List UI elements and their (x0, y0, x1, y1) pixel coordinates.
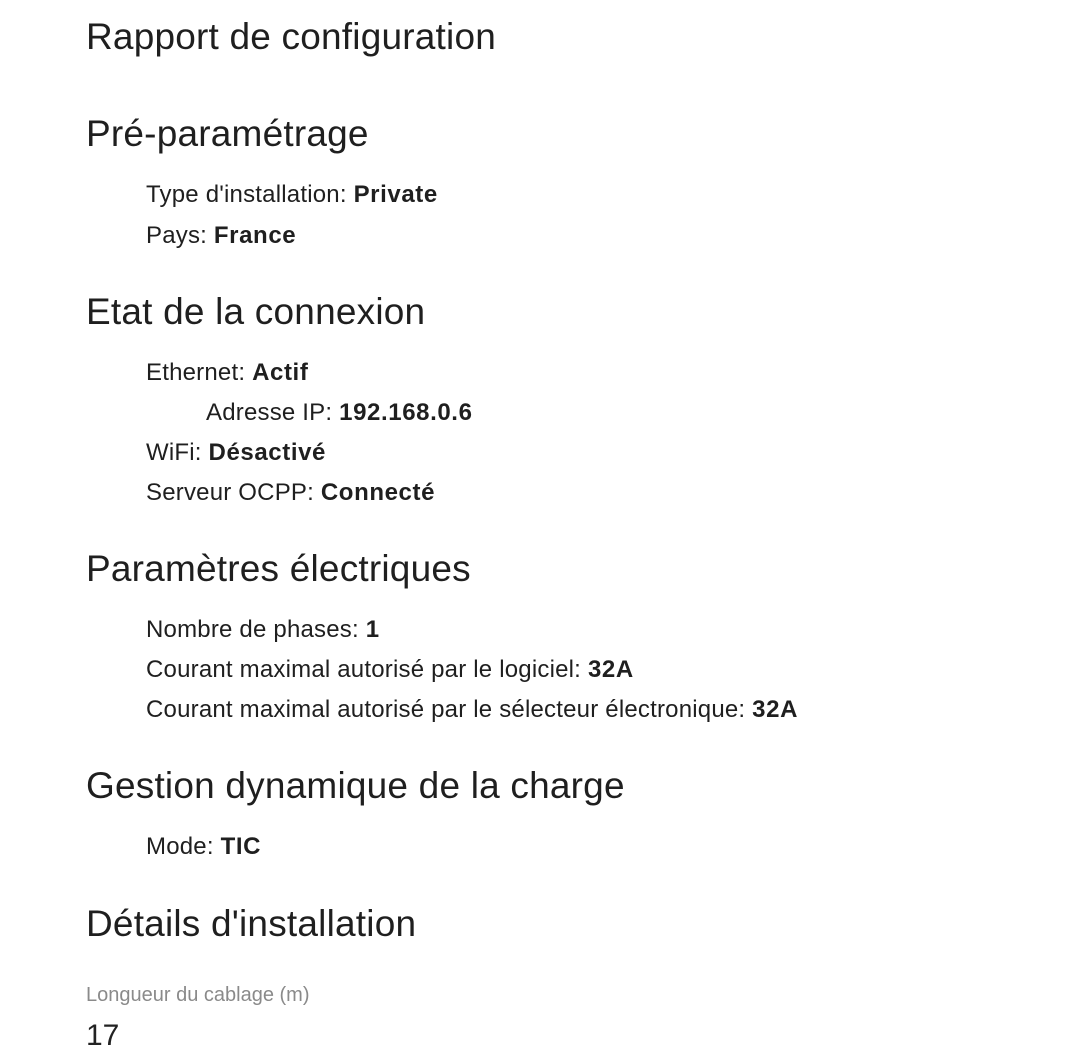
ethernet-row (146, 358, 308, 388)
cable-length-label: Longueur du cablage (m) (86, 984, 310, 1006)
section-title-load-management: Gestion dynamique de la charge (86, 765, 625, 806)
ip-address-row (206, 398, 473, 428)
load-mode-row (146, 832, 261, 862)
phases-label: Nombre de phases: (146, 616, 359, 643)
installation-type-row (146, 180, 438, 210)
ip-address-value: 192.168.0.6 (339, 399, 473, 426)
country-value: France (213, 222, 297, 249)
section-title-pre-setup: Pré-paramétrage (86, 113, 369, 154)
section-title-installation-details: Détails d'installation (86, 903, 417, 944)
max-current-selector-value: 32A (752, 696, 798, 723)
country-label: Pays: (146, 222, 208, 249)
wifi-value: Désactivé (208, 439, 327, 466)
page-title: Rapport de configuration (86, 16, 497, 57)
wifi-label: WiFi: (146, 439, 202, 466)
section-title-connection: Etat de la connexion (86, 291, 426, 332)
max-current-software-row (146, 655, 634, 685)
max-current-selector-row (146, 695, 798, 725)
max-current-software-label: Courant maximal autorisé par le logiciel: (146, 656, 582, 683)
cable-length-input[interactable] (86, 1016, 486, 1056)
ocpp-server-value: Connecté (320, 479, 436, 506)
phases-value: 1 (365, 616, 380, 643)
ocpp-server-row (146, 478, 435, 508)
load-mode-value: TIC (220, 833, 262, 860)
ocpp-server-label: Serveur OCPP: (146, 479, 314, 506)
installation-type-label: Type d'installation: (146, 181, 347, 208)
country-row (146, 221, 296, 251)
max-current-selector-label: Courant maximal autorisé par le sélecteur électronique: (146, 696, 746, 723)
ip-address-label: Adresse IP: (206, 399, 333, 426)
phases-row (146, 615, 380, 645)
max-current-software-value: 32A (587, 656, 634, 683)
wifi-row (146, 438, 326, 468)
ethernet-label: Ethernet: (146, 359, 246, 386)
section-title-electrical: Paramètres électriques (86, 548, 471, 589)
ethernet-value: Actif (252, 359, 309, 386)
load-mode-label: Mode: (146, 833, 214, 860)
installation-type-value: Private (353, 181, 438, 208)
